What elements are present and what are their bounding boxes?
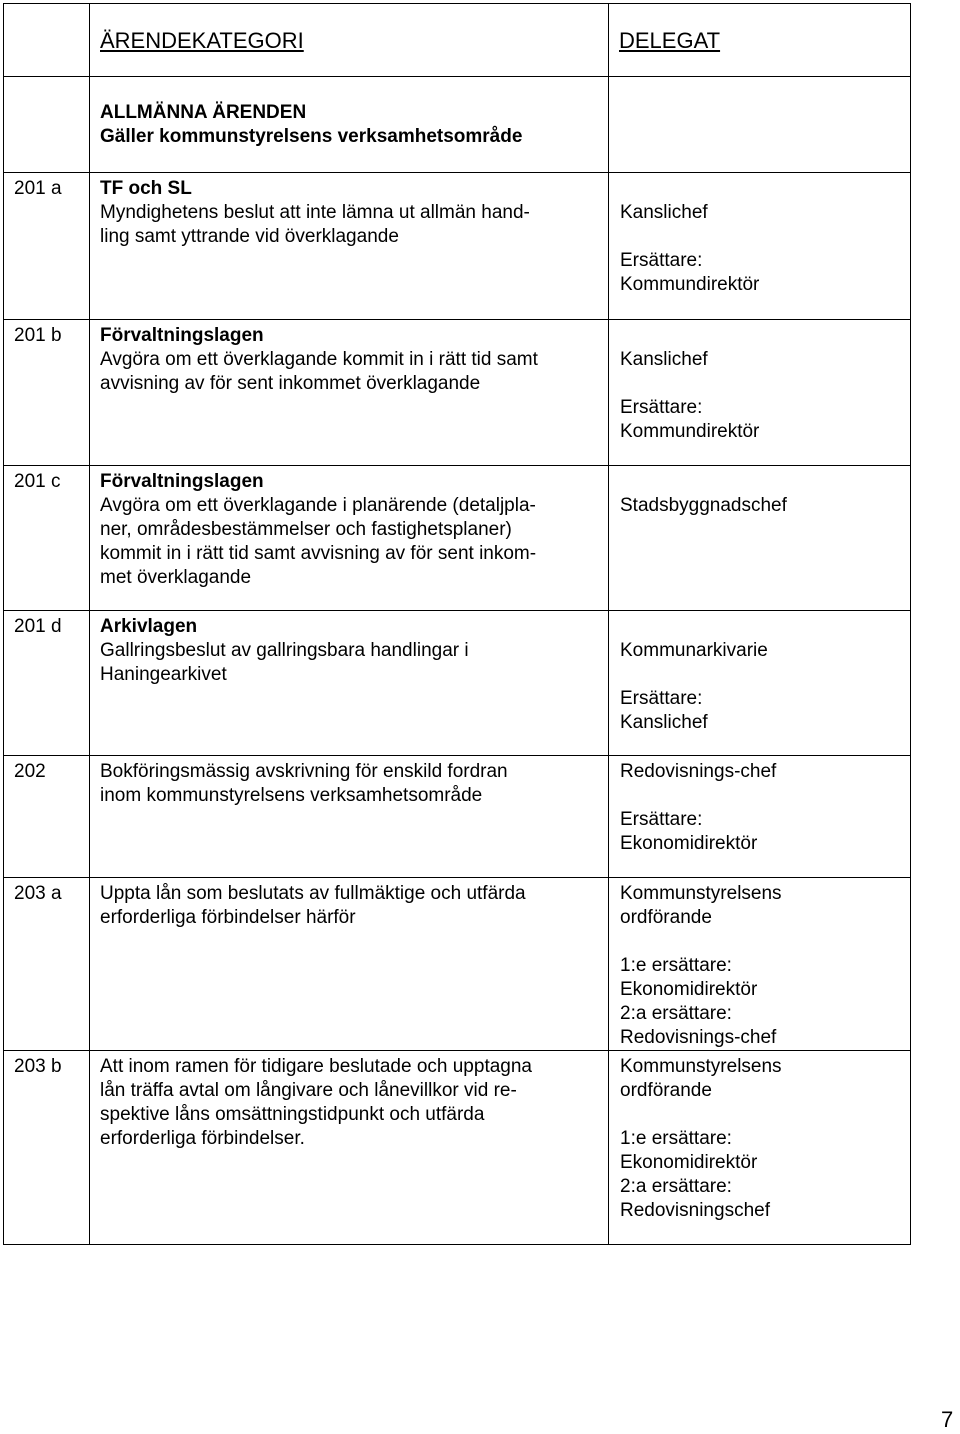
delegate-line: Ersättare: bbox=[620, 688, 703, 709]
delegate-line: Ersättare: bbox=[620, 397, 703, 418]
description-line: spektive låns omsättningstidpunkt och utfärda bbox=[100, 1104, 485, 1125]
description-line: Att inom ramen för tidigare beslutade och upptagna bbox=[100, 1056, 532, 1077]
case-number: 201 a bbox=[4, 173, 90, 320]
table-row bbox=[4, 173, 911, 320]
delegate-line: Redovisnings-chef bbox=[620, 1027, 777, 1048]
delegate-line: Kanslichef bbox=[620, 202, 708, 223]
table-header-row bbox=[4, 4, 911, 77]
delegate-line: Ekonomidirektör bbox=[620, 833, 758, 854]
description-line: Avgöra om ett överklagande i planärende (detaljpla- bbox=[100, 495, 536, 516]
delegate-cell bbox=[609, 1051, 911, 1245]
delegate-line: 1:e ersättare: bbox=[620, 955, 732, 976]
delegate-line: ordförande bbox=[620, 1080, 712, 1101]
delegate-line: Kanslichef bbox=[620, 349, 708, 370]
case-description bbox=[90, 173, 609, 320]
page-number: 7 bbox=[941, 1407, 954, 1432]
case-description bbox=[90, 320, 609, 466]
description-line: erforderliga förbindelser härför bbox=[100, 907, 356, 928]
delegate-line: Ekonomidirektör bbox=[620, 1152, 758, 1173]
description-line: avvisning av för sent inkommet överklagande bbox=[100, 373, 481, 394]
delegate-line: 2:a ersättare: bbox=[620, 1176, 732, 1197]
case-description bbox=[90, 611, 609, 756]
spacer bbox=[620, 663, 904, 687]
table-row bbox=[4, 320, 911, 466]
description-line: ner, områdesbestämmelser och fastighetsplaner) bbox=[100, 519, 512, 540]
delegate-line: Kommundirektör bbox=[620, 421, 760, 442]
delegate-line: Kommundirektör bbox=[620, 274, 760, 295]
section-row bbox=[4, 77, 911, 173]
delegation-table bbox=[3, 3, 911, 1245]
law-name: Arkivlagen bbox=[100, 616, 198, 637]
header-blank-cell bbox=[4, 4, 90, 77]
delegate-cell bbox=[609, 466, 911, 611]
case-number: 201 d bbox=[4, 611, 90, 756]
section-title: ALLMÄNNA ÄRENDEN bbox=[100, 102, 307, 123]
description-line: met överklagande bbox=[100, 567, 252, 588]
spacer bbox=[620, 930, 904, 954]
delegate-line: Kommunarkivarie bbox=[620, 640, 768, 661]
description-line: inom kommunstyrelsens verksamhetsområde bbox=[100, 785, 483, 806]
spacer bbox=[620, 225, 904, 249]
case-number: 203 a bbox=[4, 878, 90, 1051]
spacer bbox=[620, 372, 904, 396]
header-delegate: DELEGAT bbox=[619, 28, 721, 53]
delegate-line: Kanslichef bbox=[620, 712, 708, 733]
case-description bbox=[90, 878, 609, 1051]
case-number: 202 bbox=[4, 756, 90, 878]
delegate-line: Redovisnings-chef bbox=[620, 761, 777, 782]
section-subtitle: Gäller kommunstyrelsens verksamhetsområde bbox=[100, 126, 523, 147]
law-name: TF och SL bbox=[100, 178, 192, 199]
spacer bbox=[620, 784, 904, 808]
table-row bbox=[4, 611, 911, 756]
delegate-cell bbox=[609, 611, 911, 756]
case-description bbox=[90, 1051, 609, 1245]
delegate-cell bbox=[609, 320, 911, 466]
delegate-line: 1:e ersättare: bbox=[620, 1128, 732, 1149]
delegate-line: Ekonomidirektör bbox=[620, 979, 758, 1000]
delegate-line: Stadsbyggnadschef bbox=[620, 495, 787, 516]
header-category-cell bbox=[90, 4, 609, 77]
delegate-line: Ersättare: bbox=[620, 250, 703, 271]
case-description bbox=[90, 756, 609, 878]
delegate-cell bbox=[609, 173, 911, 320]
delegate-line: Kommunstyrelsens bbox=[620, 883, 782, 904]
description-line: Avgöra om ett överklagande kommit in i rätt tid samt bbox=[100, 349, 538, 370]
description-line: kommit in i rätt tid samt avvisning av för sent inkom- bbox=[100, 543, 537, 564]
description-line: Uppta lån som beslutats av fullmäktige och utfärda bbox=[100, 883, 526, 904]
delegate-cell bbox=[609, 878, 911, 1051]
header-category: ÄRENDEKATEGORI bbox=[100, 28, 304, 53]
table-row bbox=[4, 1051, 911, 1245]
description-line: ling samt yttrande vid överklagande bbox=[100, 226, 399, 247]
delegate-line: 2:a ersättare: bbox=[620, 1003, 732, 1024]
table-row bbox=[4, 878, 911, 1051]
table-row bbox=[4, 466, 911, 611]
header-delegate-cell bbox=[609, 4, 911, 77]
case-number: 203 b bbox=[4, 1051, 90, 1245]
law-name: Förvaltningslagen bbox=[100, 325, 264, 346]
delegate-line: ordförande bbox=[620, 907, 712, 928]
description-line: erforderliga förbindelser. bbox=[100, 1128, 305, 1149]
description-line: Haningearkivet bbox=[100, 664, 227, 685]
description-line: Myndighetens beslut att inte lämna ut allmän hand- bbox=[100, 202, 530, 223]
spacer bbox=[620, 1103, 904, 1127]
case-description bbox=[90, 466, 609, 611]
law-name: Förvaltningslagen bbox=[100, 471, 264, 492]
delegate-line: Kommunstyrelsens bbox=[620, 1056, 782, 1077]
delegate-line: Ersättare: bbox=[620, 809, 703, 830]
table-row bbox=[4, 756, 911, 878]
delegate-cell bbox=[609, 756, 911, 878]
section-delegate-cell bbox=[609, 77, 911, 173]
description-line: Bokföringsmässig avskrivning för enskild fordran bbox=[100, 761, 508, 782]
case-number: 201 c bbox=[4, 466, 90, 611]
description-line: Gallringsbeslut av gallringsbara handlingar i bbox=[100, 640, 469, 661]
delegate-line: Redovisningschef bbox=[620, 1200, 770, 1221]
section-cell bbox=[90, 77, 609, 173]
case-number: 201 b bbox=[4, 320, 90, 466]
description-line: lån träffa avtal om långivare och lånevillkor vid re- bbox=[100, 1080, 517, 1101]
section-blank-cell bbox=[4, 77, 90, 173]
